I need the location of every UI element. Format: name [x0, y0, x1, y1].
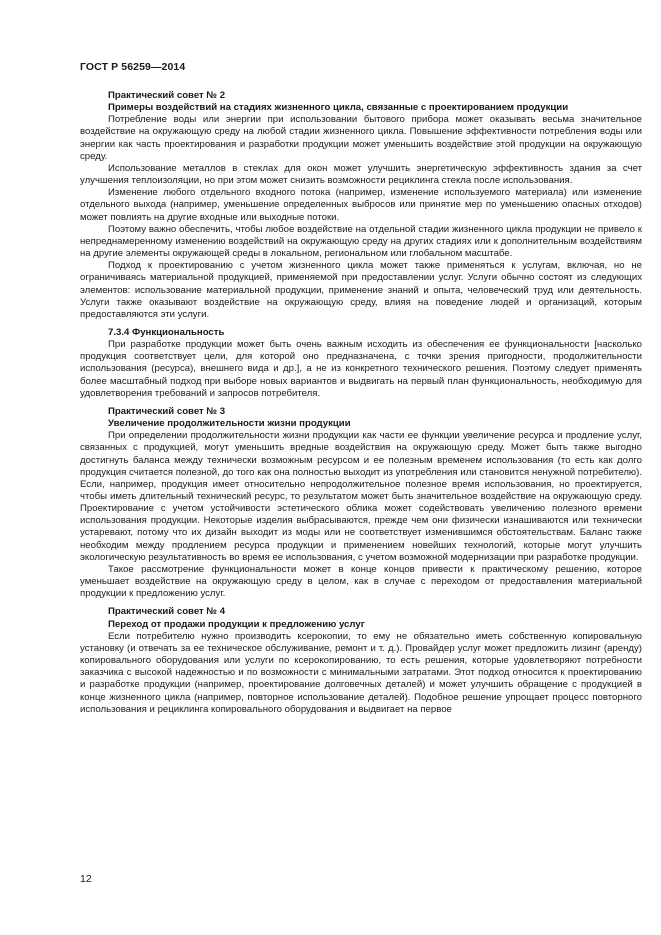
section-heading: Практический совет № 3 [108, 405, 226, 417]
section-heading: Увеличение продолжительности жизни продукции [108, 418, 351, 430]
body-paragraph: Потребление воды или энергии при использовании бытового прибора может оказывать весьма значительное воздействие на окружающую среду на любой стадии жизненного цикла. Повышение эффективности потребления воды или энергии как часть проектирования и разработки продукции может уменьшить воздействие этой продукции на окружающую среду. [80, 114, 642, 162]
body-paragraph: Подход к проектированию с учетом жизненного цикла может также применяться к услугам, включая, но не ограничиваясь материальной продукцией, применяемой при предоставлении услуг. Услуги обычно состоят из следующих элементов: использование материальной продукции, применение знаний и опыта, человеческий труд или деятельность. Услуги также оказывают воздействие на окружающую среду, влияя на поведение людей и организаций, которым предоставляются эти услуги. [80, 260, 642, 320]
section-heading: 7.3.4 Функциональность [108, 326, 225, 338]
body-paragraph: При разработке продукции может быть очень важным исходить из обеспечения ее функциональности [насколько продукция соответствует цели, для которой оно предназначена, с точки зрения пригодности, продолжительности использования (ресурса), внешнего вида и др.], а не из конкретного технического решения. Поэтому следует применять более масштабный подход при выборе новых вариантов и выдвигать на первый план функциональность, необходимую для удовлетворения требований и запросов потребителя. [80, 339, 642, 399]
section-heading: Практический совет № 4 [108, 606, 226, 618]
body-paragraph: При определении продолжительности жизни продукции как части ее функции увеличение ресурса и продление услуг, связанных с продукцией, могут уменьшить вредные воздействия на окружающую среду. Может быть также выгодно достигнуть баланса между технически возможным ресурсом и ее полезным временем использования (то есть как долго продукция считается полезной, до того как она полностью выходит из употребления или становится ненужной потребителю). Если, например, продукция имеет относительно непродолжительное полезное время использования, но проектируется, чтобы иметь длительный технический ресурс, то результатом может быть значительное воздействие на окружающую среду. Проектирование с учетом устойчивости эстетического облика может содействовать увеличению полезного времени использования продукции. Некоторые изделия выбрасываются, прежде чем они физически изнашиваются или технически устаревают, потому что их дизайн выходит из моды или не соответствует изменившимся обстоятельствам. Баланс также необходим между продлением ресурса продукции и применением новейших технологий, которые могут улучшить экологическую результативность во время ее использования, с учетом возможной модернизации при разработке продукции. [80, 430, 642, 563]
body-paragraph: Такое рассмотрение функциональности может в конце концов привести к практическому решению, которое уменьшает воздействие на окружающую среду в целом, как в случае с переходом от предоставления материальной продукции к предложению услуг. [80, 563, 642, 600]
section-heading: Практический совет № 2 [108, 90, 226, 101]
body-paragraph: Поэтому важно обеспечить, чтобы любое воздействие на отдельной стадии жизненного цикла продукции не привело к непреднамеренному изменению воздействий на окружающую среду на других стадиях или к дополнительным воздействиям на другие элементы окружающей среды в локальном, региональном или глобальном масштабе. [80, 223, 642, 260]
page-body [80, 90, 642, 716]
body-paragraph: Изменение любого отдельного входного потока (например, изменение используемого материала) или изменение отдельного выхода (например, уменьшение определенных выбросов или принятие мер по уменьшению опасных отходов) может повлиять на другие входные или выходные потоки. [80, 187, 642, 223]
standard-header: ГОСТ Р 56259—2014 [80, 61, 186, 73]
body-paragraph: Использование металлов в стеклах для окон может улучшить энергетическую эффективность здания за счет улучшения теплоизоляции, но при этом может снизить возможности рециклинга стекла после использования. [80, 162, 642, 187]
section-heading: Переход от продажи продукции к предложению услуг [108, 618, 365, 630]
body-paragraph: Если потребителю нужно производить ксерокопии, то ему не обязательно иметь собственную копировальную установку (и отвечать за ее техническое обслуживание, ремонт и т. д.). Провайдер услуг может предложить лизинг (аренду) копировального оборудования или услуги по ксерокопированию, то есть решения, которые удовлетворяют потребности заказчика с высокой надежностью и по возможности с минимальными затратами. Этот подход относится к проектированию и разработке продукции (например, проектирование долговечных деталей) и может улучшить обращение с продукцией в конце жизненного цикла (например, повторное использование деталей). Подобное решение упрощает процесс повторного использования и рециклинга копировального оборудования и выдвигает на первое [80, 630, 642, 715]
section-heading: Примеры воздействий на стадиях жизненного цикла, связанные с проектированием продукции [108, 102, 569, 114]
page-number: 12 [80, 873, 92, 885]
